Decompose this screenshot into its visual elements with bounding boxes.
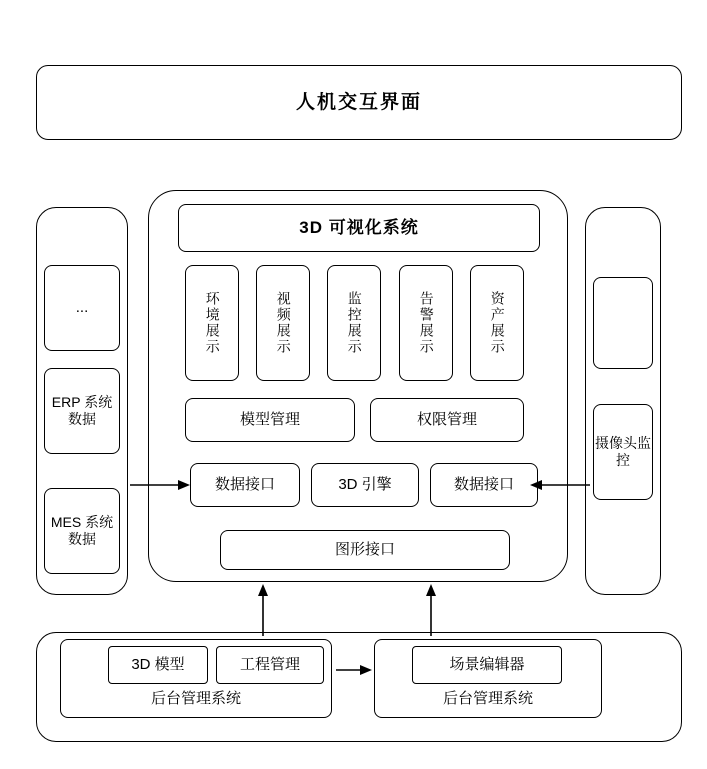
arrow-backend-right-to-center xyxy=(420,582,442,638)
data-interface-left-box xyxy=(190,463,300,507)
permission-management-label: 权限管理 xyxy=(416,410,477,428)
human-machine-interface-box xyxy=(36,65,682,140)
mes-data-box xyxy=(44,488,120,574)
display-label-monitoring: 监控展示 xyxy=(346,291,363,355)
model-3d-label: 3D 模型 xyxy=(131,655,185,673)
arrow-left-data-to-interface xyxy=(128,474,192,496)
right-devices-container xyxy=(585,207,661,595)
visualization-system-label: 3D 可视化系统 xyxy=(299,218,419,238)
backend-left-caption: 后台管理系统 xyxy=(150,690,241,708)
engine-3d-label: 3D 引擎 xyxy=(338,475,392,493)
data-interface-right-box xyxy=(430,463,538,507)
graphic-interface-box xyxy=(220,530,510,570)
erp-data-box xyxy=(44,368,120,454)
display-label-video: 视频展示 xyxy=(275,291,292,355)
display-box-alarm xyxy=(399,265,453,381)
engine-3d-box xyxy=(311,463,419,507)
model-3d-box xyxy=(108,646,208,684)
visualization-system-box xyxy=(178,204,540,252)
display-label-asset: 资产展示 xyxy=(489,291,506,355)
project-management-label: 工程管理 xyxy=(239,655,300,673)
arrow-camera-to-interface xyxy=(528,474,592,496)
display-label-alarm: 告警展示 xyxy=(418,291,435,355)
left-ellipsis-box xyxy=(44,265,120,351)
camera-monitoring-label: 摄像头监控 xyxy=(595,434,651,468)
display-box-monitoring xyxy=(327,265,381,381)
scene-editor-label: 场景编辑器 xyxy=(449,655,525,673)
display-label-environment: 环境展示 xyxy=(204,291,221,355)
display-box-video xyxy=(256,265,310,381)
right-blank-box xyxy=(593,277,653,369)
arrow-backend-left-to-center xyxy=(252,582,274,638)
arrow-backend-left-to-backend-right xyxy=(334,660,374,680)
backend-right-caption: 后台管理系统 xyxy=(442,690,533,708)
model-management-label: 模型管理 xyxy=(239,410,300,428)
model-management-box xyxy=(185,398,355,442)
data-interface-left-label: 数据接口 xyxy=(214,475,275,493)
data-interface-right-label: 数据接口 xyxy=(453,475,514,493)
mes-data-label: MES 系统数据 xyxy=(50,513,114,547)
scene-editor-box xyxy=(412,646,562,684)
erp-data-label: ERP 系统数据 xyxy=(51,393,113,427)
permission-management-box xyxy=(370,398,524,442)
camera-monitoring-box xyxy=(593,404,653,500)
human-machine-interface-label: 人机交互界面 xyxy=(295,91,422,113)
display-box-environment xyxy=(185,265,239,381)
project-management-box xyxy=(216,646,324,684)
display-box-asset xyxy=(470,265,524,381)
graphic-interface-label: 图形接口 xyxy=(334,540,395,558)
left-ellipsis-label: ... xyxy=(75,298,89,316)
